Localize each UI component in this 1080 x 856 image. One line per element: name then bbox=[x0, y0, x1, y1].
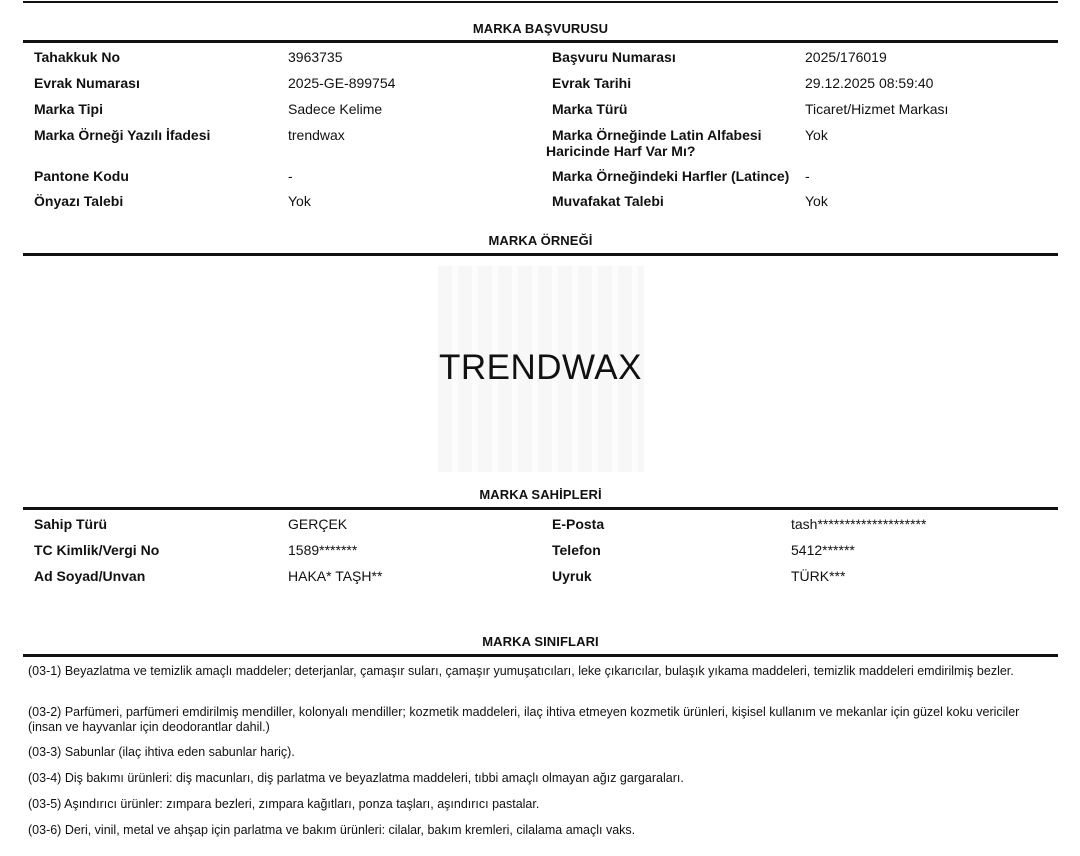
sahip-turu-value: GERÇEK bbox=[288, 516, 348, 532]
evrak-numarasi-value: 2025-GE-899754 bbox=[288, 75, 396, 91]
e-posta-label: E-Posta bbox=[552, 516, 605, 532]
e-posta-value: tash******************** bbox=[791, 516, 927, 532]
owners-section-title: MARKA SAHİPLERİ bbox=[479, 487, 602, 502]
class-item-03-6: (03-6) Deri, vinil, metal ve ahşap için parlatma ve bakım ürünleri: cilalar, bakım kremleri, cilalama amaçlı vaks. bbox=[28, 823, 636, 837]
classes-section-title: MARKA SINIFLARI bbox=[482, 634, 599, 649]
uyruk-label: Uyruk bbox=[552, 568, 592, 584]
tahakkuk-no-value: 3963735 bbox=[288, 49, 343, 65]
class-item-03-2: (03-2) Parfümeri, parfümeri emdirilmiş mendiller, kolonyalı mendiller; kozmetik maddeleri, ilaç ihtiva etmeyen kozmetik ürünleri, kişisel kullanım ve mekanlar için güzel koku vericiler (insan ve hayvanlar için deodorantlar dahil.) bbox=[28, 705, 1020, 734]
application-section-title: MARKA BAŞVURUSU bbox=[472, 21, 609, 36]
telefon-label: Telefon bbox=[552, 542, 601, 558]
marka-turu-label: Marka Türü bbox=[552, 101, 628, 117]
harfler-latince-label: Marka Örneğindeki Harfler (Latince) bbox=[552, 168, 790, 184]
pantone-kodu-value: - bbox=[288, 168, 293, 184]
sample-section-rule bbox=[23, 253, 1058, 256]
classes-section-rule bbox=[23, 654, 1058, 657]
harfler-latince-value: - bbox=[805, 168, 810, 184]
basvuru-numarasi-value: 2025/176019 bbox=[805, 49, 887, 65]
latin-disi-harf-label: Marka Örneğinde Latin Alfabesi Haricinde Harf Var Mı? bbox=[546, 127, 762, 159]
marka-turu-value: Ticaret/Hizmet Markası bbox=[805, 101, 949, 117]
sahip-turu-label: Sahip Türü bbox=[34, 516, 108, 532]
ad-soyad-value: HAKA* TAŞH** bbox=[288, 568, 383, 584]
trademark-sample-text: TRENDWAX bbox=[439, 348, 642, 387]
sample-section-title: MARKA ÖRNEĞİ bbox=[488, 233, 593, 248]
pantone-kodu-label: Pantone Kodu bbox=[34, 168, 129, 184]
class-item-03-3: (03-3) Sabunlar (ilaç ihtiva eden sabunlar hariç). bbox=[28, 745, 295, 759]
evrak-tarihi-label: Evrak Tarihi bbox=[552, 75, 632, 91]
marka-tipi-value: Sadece Kelime bbox=[288, 101, 383, 117]
application-section-rule bbox=[23, 40, 1058, 43]
latin-disi-harf-value: Yok bbox=[805, 127, 828, 143]
muvafakat-talebi-label: Muvafakat Talebi bbox=[552, 193, 664, 209]
marka-ornegi-ifadesi-label: Marka Örneği Yazılı İfadesi bbox=[34, 127, 211, 143]
ad-soyad-label: Ad Soyad/Unvan bbox=[34, 568, 146, 584]
top-border-rule bbox=[23, 1, 1058, 3]
tahakkuk-no-label: Tahakkuk No bbox=[34, 49, 121, 65]
class-item-03-1: (03-1) Beyazlatma ve temizlik amaçlı maddeler; deterjanlar, çamaşır suları, çamaşır yumuşatıcıları, leke çıkarıcılar, bulaşık yıkama maddeleri, temizlik maddeleri emdirilmiş bezler. bbox=[28, 664, 1014, 678]
marka-ornegi-ifadesi-value: trendwax bbox=[288, 127, 345, 143]
onyazi-talebi-value: Yok bbox=[288, 193, 311, 209]
tc-kimlik-value: 1589******* bbox=[288, 542, 358, 558]
evrak-numarasi-label: Evrak Numarası bbox=[34, 75, 140, 91]
onyazi-talebi-label: Önyazı Talebi bbox=[34, 193, 124, 209]
tc-kimlik-label: TC Kimlik/Vergi No bbox=[34, 542, 160, 558]
marka-tipi-label: Marka Tipi bbox=[34, 101, 103, 117]
class-item-03-5: (03-5) Aşındırıcı ürünler: zımpara bezleri, zımpara kağıtları, ponza taşları, aşındırıcı pastalar. bbox=[28, 797, 540, 811]
class-item-03-4: (03-4) Diş bakımı ürünleri: diş macunları, diş parlatma ve beyazlatma maddeleri, tıbbi amaçlı olmayan ağız gargaraları. bbox=[28, 771, 684, 785]
evrak-tarihi-value: 29.12.2025 08:59:40 bbox=[805, 75, 934, 91]
telefon-value: 5412****** bbox=[791, 542, 855, 558]
basvuru-numarasi-label: Başvuru Numarası bbox=[552, 49, 676, 65]
muvafakat-talebi-value: Yok bbox=[805, 193, 828, 209]
owners-section-rule bbox=[23, 507, 1058, 510]
uyruk-value: TÜRK*** bbox=[791, 568, 846, 584]
